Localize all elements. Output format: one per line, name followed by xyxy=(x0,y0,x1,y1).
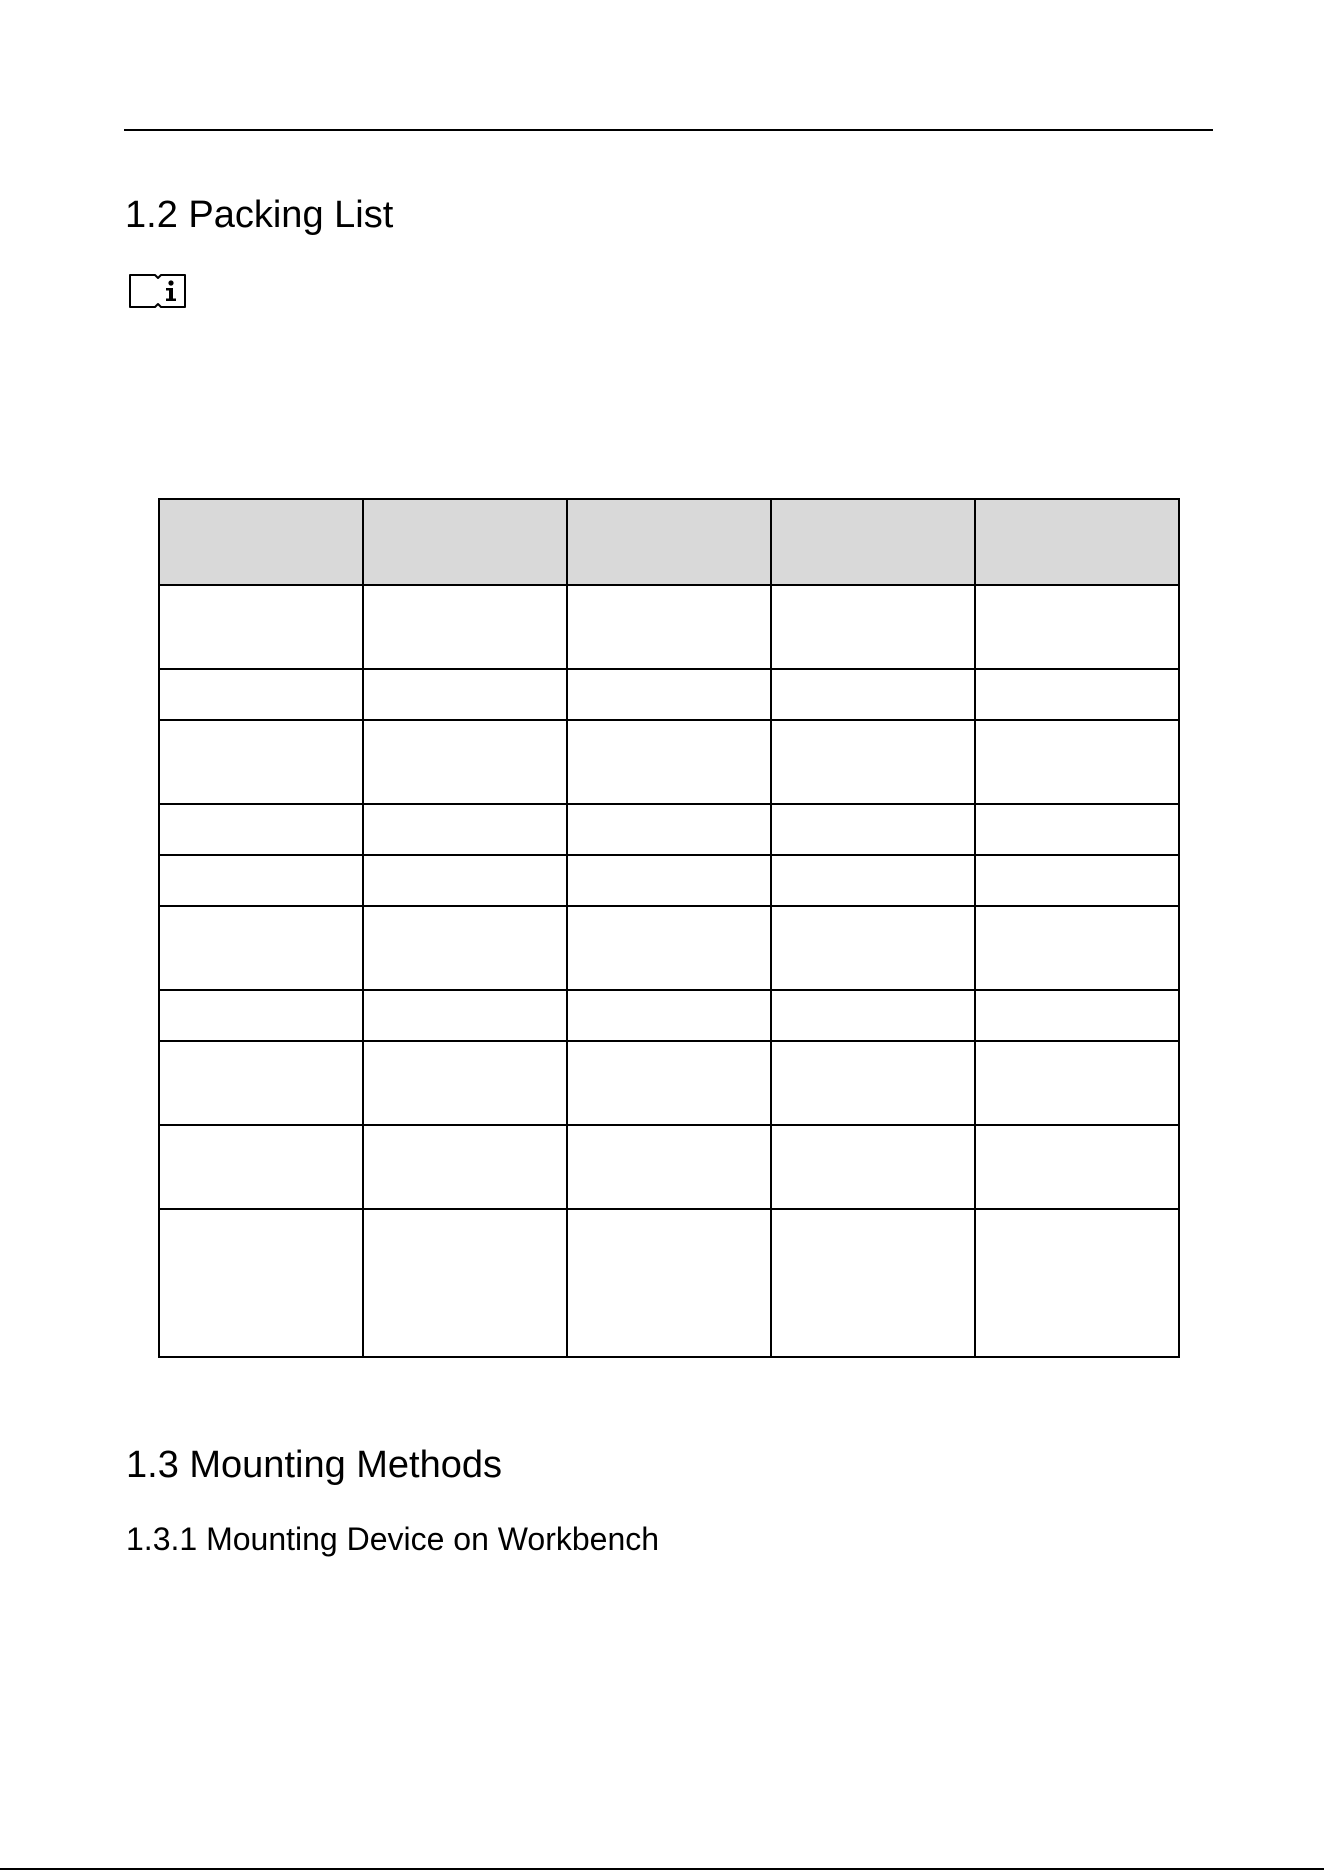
table-cell xyxy=(159,1209,363,1357)
table-cell xyxy=(159,804,363,855)
table-header-cell xyxy=(363,499,567,585)
table-cell xyxy=(975,804,1179,855)
table-cell xyxy=(567,585,771,669)
table-cell xyxy=(159,1125,363,1209)
table-cell xyxy=(363,1041,567,1125)
table-cell xyxy=(771,585,975,669)
table-cell xyxy=(363,720,567,804)
table-cell xyxy=(159,669,363,720)
table-cell xyxy=(567,906,771,990)
table-cell xyxy=(771,1125,975,1209)
table-cell xyxy=(567,855,771,906)
table-cell xyxy=(975,990,1179,1041)
table-cell xyxy=(771,855,975,906)
table-cell xyxy=(771,990,975,1041)
header-rule xyxy=(124,129,1213,131)
table-cell xyxy=(771,906,975,990)
table-cell xyxy=(567,990,771,1041)
table-row xyxy=(159,1209,1179,1357)
table-cell xyxy=(975,906,1179,990)
table-cell xyxy=(975,720,1179,804)
table-cell xyxy=(975,1125,1179,1209)
table-row xyxy=(159,720,1179,804)
table-header-cell xyxy=(771,499,975,585)
table-header-cell xyxy=(975,499,1179,585)
table-cell xyxy=(159,585,363,669)
section-title-packing-list: 1.2 Packing List xyxy=(125,194,394,236)
table-cell xyxy=(567,1125,771,1209)
table-cell xyxy=(975,1041,1179,1125)
table-cell xyxy=(975,669,1179,720)
table-row xyxy=(159,669,1179,720)
packing-list-table xyxy=(158,498,1180,1358)
table-row xyxy=(159,855,1179,906)
table-cell xyxy=(363,1125,567,1209)
table-cell xyxy=(363,855,567,906)
footer-rule xyxy=(0,1868,1324,1870)
table-header-cell xyxy=(159,499,363,585)
table-cell xyxy=(159,855,363,906)
table-cell xyxy=(159,906,363,990)
section-title-mounting-methods: 1.3 Mounting Methods xyxy=(126,1444,503,1486)
table-cell xyxy=(363,990,567,1041)
note-info-icon xyxy=(128,272,187,310)
table-row xyxy=(159,585,1179,669)
table-cell xyxy=(771,1041,975,1125)
table-cell xyxy=(159,720,363,804)
table-cell xyxy=(771,669,975,720)
table-cell xyxy=(159,990,363,1041)
table-row xyxy=(159,804,1179,855)
table-cell xyxy=(363,906,567,990)
table-row xyxy=(159,990,1179,1041)
table-cell xyxy=(567,1041,771,1125)
table-cell xyxy=(975,1209,1179,1357)
table-row xyxy=(159,1125,1179,1209)
table-cell xyxy=(567,669,771,720)
table-header-row xyxy=(159,499,1179,585)
table-cell xyxy=(363,585,567,669)
subsection-title-workbench: 1.3.1 Mounting Device on Workbench xyxy=(126,1521,660,1557)
table-cell xyxy=(771,720,975,804)
table-cell xyxy=(567,804,771,855)
table-cell xyxy=(975,585,1179,669)
table-row xyxy=(159,1041,1179,1125)
table-cell xyxy=(567,720,771,804)
table-cell xyxy=(567,1209,771,1357)
table-cell xyxy=(363,669,567,720)
table-cell xyxy=(975,855,1179,906)
table-header-cell xyxy=(567,499,771,585)
table-cell xyxy=(771,804,975,855)
table-cell xyxy=(363,1209,567,1357)
table-cell xyxy=(159,1041,363,1125)
table-cell xyxy=(363,804,567,855)
table-cell xyxy=(771,1209,975,1357)
table-row xyxy=(159,906,1179,990)
